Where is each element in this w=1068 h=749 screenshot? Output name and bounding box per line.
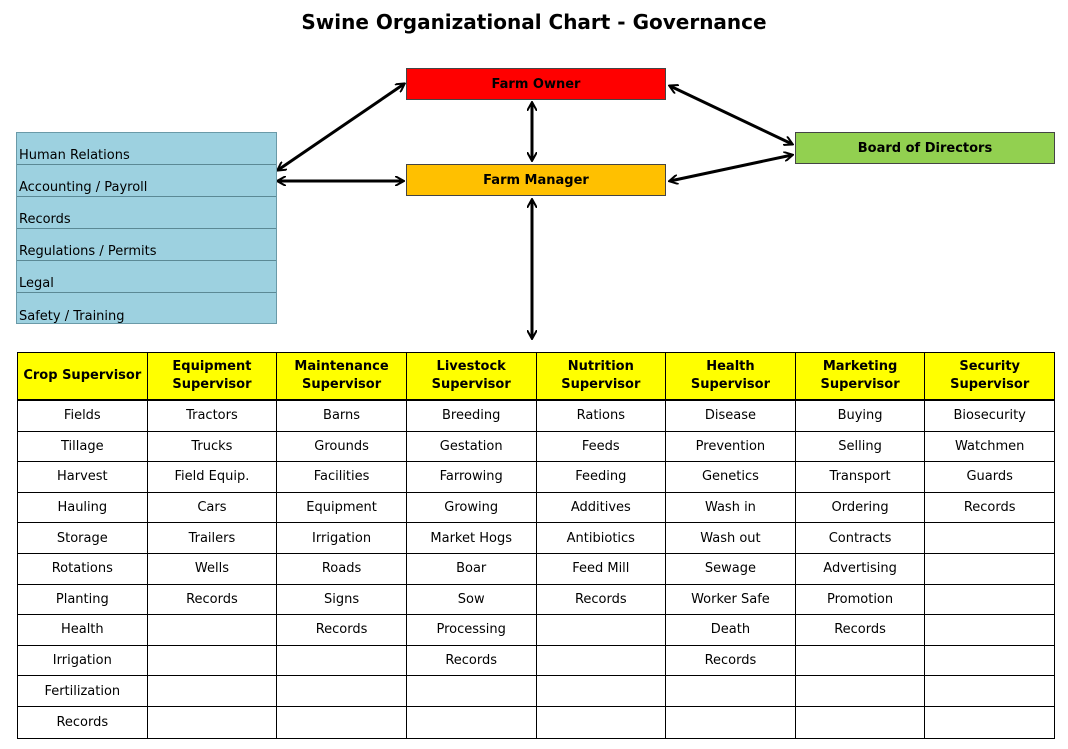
duty-cell: Disease	[666, 401, 795, 432]
board-of-directors-box: Board of Directors	[795, 132, 1055, 164]
duty-cell: Boar	[407, 554, 536, 585]
duty-cell: Records	[56, 714, 109, 730]
duty-cell: Advertising	[796, 554, 925, 585]
duty-cell: Wash in	[666, 493, 795, 524]
duty-cell: Death	[666, 615, 795, 646]
duty-cell: Biosecurity	[925, 401, 1054, 432]
duty-cell: Grounds	[277, 432, 406, 463]
duty-cell: Tractors	[148, 401, 277, 432]
duty-cell	[537, 615, 666, 646]
supervisor-header: Crop Supervisor	[18, 353, 147, 401]
side-item: Safety / Training	[19, 309, 125, 324]
duty-cell: Signs	[277, 585, 406, 616]
supervisor-header: Health Supervisor	[666, 353, 795, 401]
duty-cell: Breeding	[407, 401, 536, 432]
duty-cell: Feeding	[537, 462, 666, 493]
supervisor-column	[925, 353, 1054, 738]
supervisor-header: Maintenance Supervisor	[277, 353, 406, 401]
duty-cell: Buying	[796, 401, 925, 432]
duty-cell: Wells	[148, 554, 277, 585]
duty-cell: Sewage	[666, 554, 795, 585]
supervisor-table	[17, 352, 1055, 739]
duty-cell: Feeds	[537, 432, 666, 463]
duty-cell	[925, 523, 1054, 554]
duty-cell: Tillage	[18, 432, 147, 463]
supervisor-column	[537, 353, 667, 738]
duty-cell	[148, 676, 277, 707]
farm-owner-box: Farm Owner	[406, 68, 666, 100]
duty-cell: Genetics	[666, 462, 795, 493]
duty-cell: Irrigation	[18, 646, 147, 677]
duty-cell: Hauling	[18, 493, 147, 524]
supervisor-header: Equipment Supervisor	[148, 353, 277, 401]
duty-cell: Harvest	[18, 462, 147, 493]
duty-cell: Planting	[18, 585, 147, 616]
supervisor-column	[407, 353, 537, 738]
duty-cell	[925, 646, 1054, 677]
arrow-manager-board	[670, 155, 792, 181]
duty-cell	[925, 585, 1054, 616]
duty-cell	[277, 676, 406, 707]
duty-cell: Antibiotics	[537, 523, 666, 554]
supervisor-column	[666, 353, 796, 738]
duty-cell: Selling	[796, 432, 925, 463]
duty-cell: Guards	[925, 462, 1054, 493]
duty-cell: Promotion	[796, 585, 925, 616]
supervisor-column	[796, 353, 926, 738]
duty-cell: Records	[148, 585, 277, 616]
farm-manager-box: Farm Manager	[406, 164, 666, 196]
duty-cell: Growing	[407, 493, 536, 524]
duty-cell: Records	[277, 615, 406, 646]
duty-cell	[925, 554, 1054, 585]
duty-cell	[407, 707, 536, 738]
duty-cell: Cars	[148, 493, 277, 524]
duty-cell: Fields	[18, 401, 147, 432]
duty-cell: Rotations	[18, 554, 147, 585]
side-item: Legal	[17, 261, 276, 293]
duty-cell: Transport	[796, 462, 925, 493]
duty-cell: Sow	[407, 585, 536, 616]
duty-cell	[537, 646, 666, 677]
side-item: Records	[17, 197, 276, 229]
duty-cell: Storage	[18, 523, 147, 554]
duty-cell: Ordering	[796, 493, 925, 524]
duty-cell	[796, 646, 925, 677]
supervisor-header: Nutrition Supervisor	[537, 353, 666, 401]
duty-cell: Roads	[277, 554, 406, 585]
supervisor-column	[18, 353, 148, 738]
supervisor-header: Security Supervisor	[925, 353, 1054, 401]
duty-cell: Processing	[407, 615, 536, 646]
duty-cell: Barns	[277, 401, 406, 432]
duty-cell: Irrigation	[277, 523, 406, 554]
duty-cell: Equipment	[277, 493, 406, 524]
duty-cell: Records	[925, 493, 1054, 524]
duty-cell	[537, 676, 666, 707]
duty-cell: Farrowing	[407, 462, 536, 493]
arrow-owner-side	[278, 84, 404, 170]
duty-cell	[277, 707, 406, 738]
duty-cell: Trailers	[148, 523, 277, 554]
duty-cell: Additives	[537, 493, 666, 524]
duty-cell	[925, 707, 1054, 738]
duty-cell	[537, 707, 666, 738]
duty-cell	[148, 707, 277, 738]
duty-cell: Field Equip.	[148, 462, 277, 493]
chart-title: Swine Organizational Chart - Governance	[301, 10, 767, 34]
duty-cell	[148, 615, 277, 646]
duty-cell: Contracts	[796, 523, 925, 554]
duty-cell: Records	[666, 646, 795, 677]
side-item: Accounting / Payroll	[17, 165, 276, 197]
supervisor-header: Marketing Supervisor	[796, 353, 925, 401]
duty-cell: Rations	[537, 401, 666, 432]
duty-cell	[148, 646, 277, 677]
duty-cell	[925, 615, 1054, 646]
duty-cell: Prevention	[666, 432, 795, 463]
admin-functions-box	[16, 132, 277, 324]
duty-cell: Market Hogs	[407, 523, 536, 554]
arrow-owner-board	[670, 86, 792, 144]
duty-cell	[666, 707, 795, 738]
duty-cell: Worker Safe	[666, 585, 795, 616]
duty-cell: Gestation	[407, 432, 536, 463]
supervisor-column	[277, 353, 407, 738]
duty-cell: Health	[18, 615, 147, 646]
duty-cell: Records	[407, 646, 536, 677]
duty-cell	[407, 676, 536, 707]
duty-cell	[277, 646, 406, 677]
duty-cell: Facilities	[277, 462, 406, 493]
supervisor-header: Livestock Supervisor	[407, 353, 536, 401]
supervisor-column	[148, 353, 278, 738]
duty-cell: Records	[796, 615, 925, 646]
duty-cell	[666, 676, 795, 707]
side-item: Human Relations	[17, 133, 276, 165]
duty-cell: Records	[537, 585, 666, 616]
duty-cell	[796, 707, 925, 738]
duty-cell	[796, 676, 925, 707]
duty-cell: Feed Mill	[537, 554, 666, 585]
duty-cell: Trucks	[148, 432, 277, 463]
duty-cell	[925, 676, 1054, 707]
duty-cell: Watchmen	[925, 432, 1054, 463]
duty-cell: Fertilization	[18, 676, 147, 707]
duty-cell: Wash out	[666, 523, 795, 554]
side-item: Regulations / Permits	[17, 229, 276, 261]
